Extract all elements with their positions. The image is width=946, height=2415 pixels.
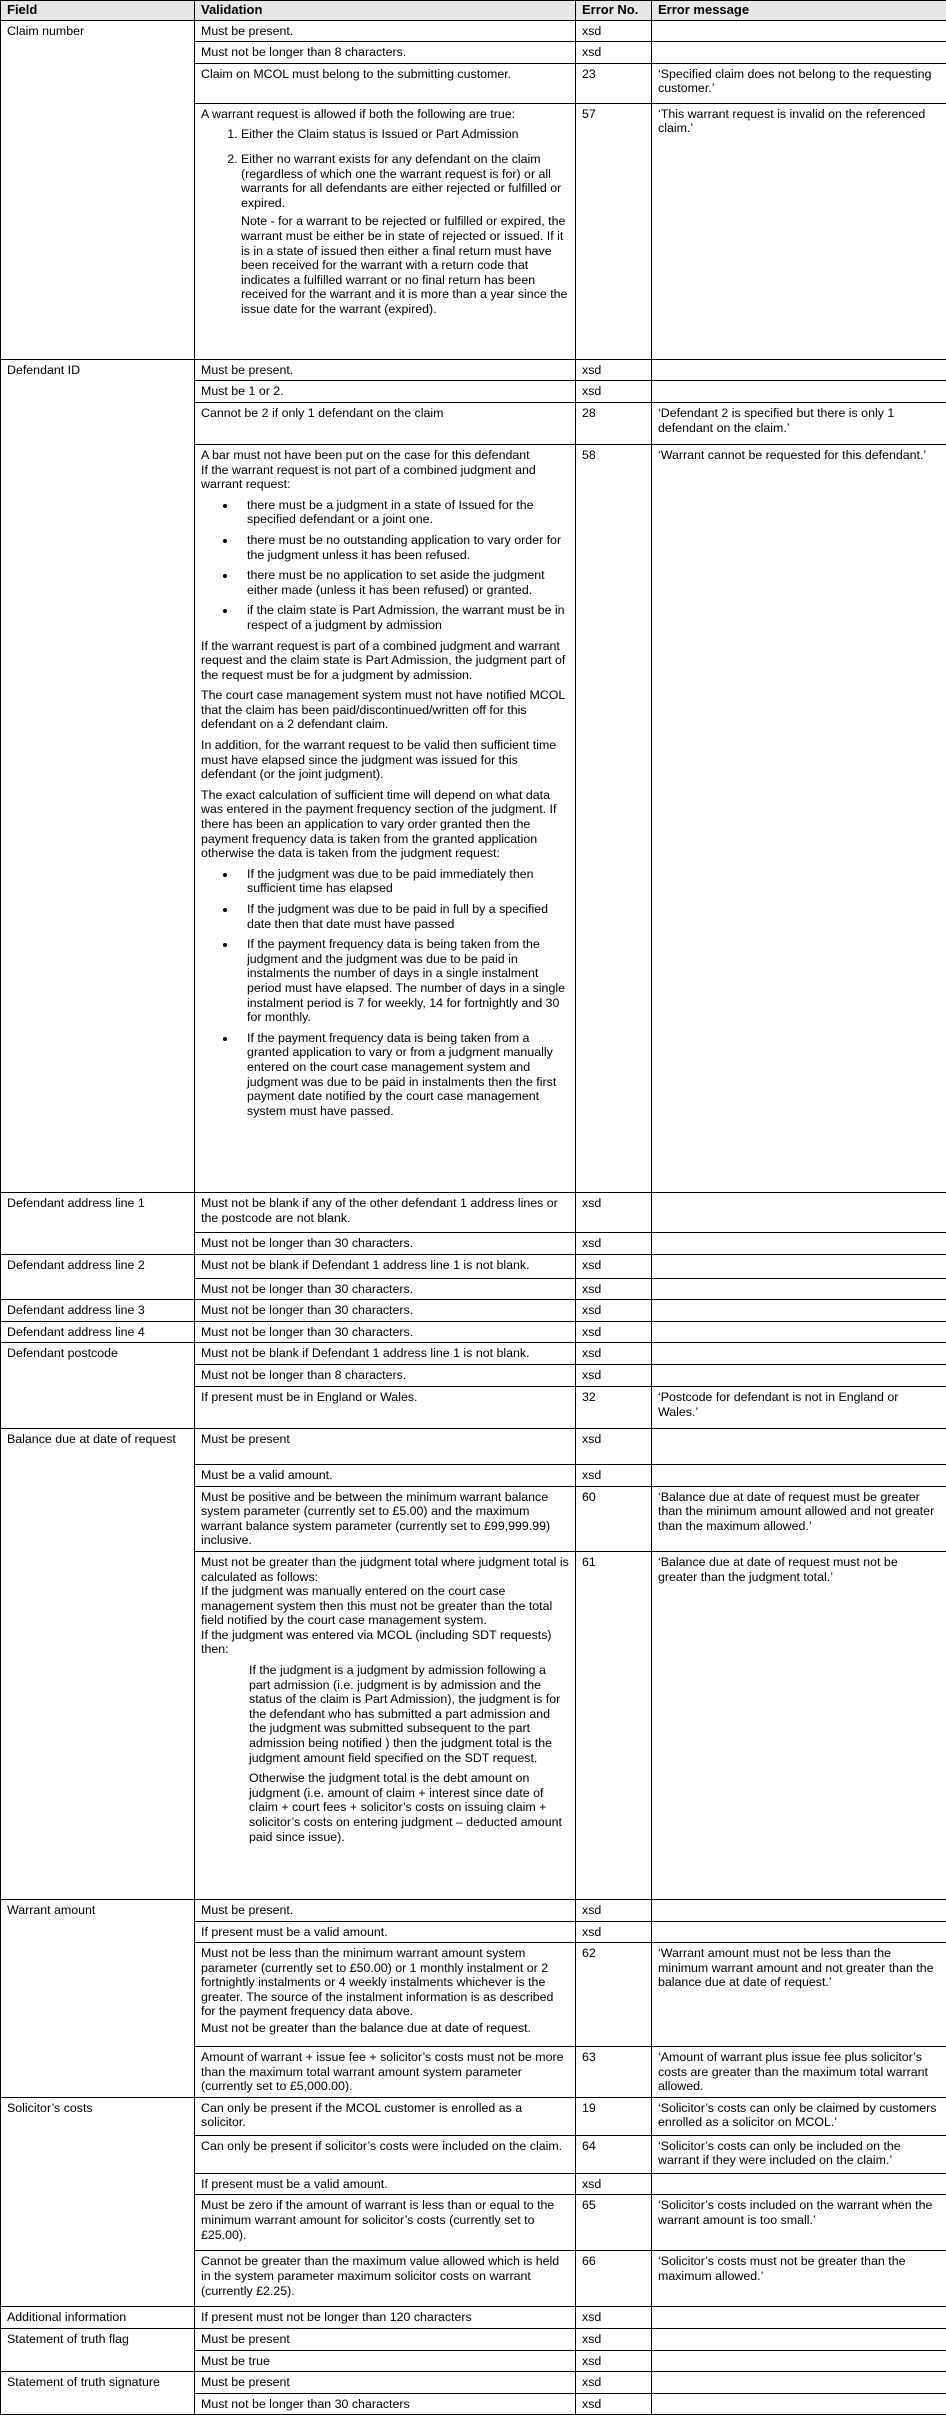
field-defendant-address-line-4: Defendant address line 4 xyxy=(1,1321,195,1343)
error-no-cell: 64 xyxy=(576,2135,652,2173)
error-no-cell: xsd xyxy=(576,2393,652,2415)
validation-cell: Cannot be greater than the maximum value allowed which is held in the system parameter maximum solicitor costs on warrant (currently £2.25). xyxy=(195,2251,576,2307)
error-message-cell xyxy=(652,1921,946,1943)
error-no-cell: xsd xyxy=(576,2350,652,2372)
error-no-cell: xsd xyxy=(576,2173,652,2195)
validation-cell: Can only be present if the MCOL customer is enrolled as a solicitor. xyxy=(195,2097,576,2135)
error-message-cell xyxy=(652,2350,946,2372)
error-message-cell: ‘Amount of warrant plus issue fee plus solicitor’s costs are greater than the maximum total warrant allowed. xyxy=(652,2047,946,2098)
validation-cell: If present must not be longer than 120 characters xyxy=(195,2307,576,2329)
error-no-cell: xsd xyxy=(576,359,652,381)
error-message-cell: ‘Postcode for defendant is not in England or Wales.’ xyxy=(652,1386,946,1428)
error-message-cell: ‘Balance due at date of request must be greater than the minimum amount allowed and not greater than the maximum allowed.’ xyxy=(652,1486,946,1551)
error-message-cell: ‘Solicitor’s costs must not be greater than the maximum allowed.’ xyxy=(652,2251,946,2307)
error-no-cell: xsd xyxy=(576,1428,652,1464)
list-item: • If the payment frequency data is being taken from a granted application to vary or from a judgment manually entered on the court case management system and judgment was due to be paid in instalments then the first payment date notified by the court case management system must have passed. xyxy=(237,1031,569,1119)
validation-cell: Must be zero if the amount of warrant is less than or equal to the minimum warrant amount for solicitor’s costs (currently set to £25.00). xyxy=(195,2195,576,2251)
field-defendant-address-line-1: Defendant address line 1 xyxy=(1,1192,195,1254)
error-message-cell: ‘Defendant 2 is specified but there is only 1 defendant on the claim.’ xyxy=(652,402,946,444)
error-no-cell: 58 xyxy=(576,444,652,1192)
error-no-cell: xsd xyxy=(576,1278,652,1300)
validation-cell: Must not be longer than 30 characters. xyxy=(195,1300,576,1322)
table-row xyxy=(1,1321,946,1343)
validation-text: If the judgment is a judgment by admission following a part admission (i.e. judgment is by admission and the status of the claim is Part Admission), the judgment is for the defendant who has submitted a part admission and the judgment was submitted subsequent to the part admission being notified ) then the judgment total is the judgment amount field specified on the SDT request. xyxy=(201,1663,569,1765)
header-field: Field xyxy=(1,1,195,21)
error-no-cell: 19 xyxy=(576,2097,652,2135)
error-no-cell: 65 xyxy=(576,2195,652,2251)
condition-list xyxy=(201,867,569,1119)
validation-cell: Must be true xyxy=(195,2350,576,2372)
error-no-cell: xsd xyxy=(576,1343,652,1365)
error-message-cell xyxy=(652,2393,946,2415)
table-row xyxy=(1,1899,946,1921)
validation-cell xyxy=(195,1943,576,2047)
validation-cell: Must be positive and be between the minimum warrant balance system parameter (currently set to £5.00) and the maximum warrant balance system parameter (currently set to £99,999.99) inclusive. xyxy=(195,1486,576,1551)
error-no-cell: 60 xyxy=(576,1486,652,1551)
validation-text: Must not be less than the minimum warrant amount system parameter (currently set to £50.00) or 1 monthly instalment or 2 fortnightly instalments or 4 weekly instalments whichever is the greater. The source of the instalment information is as described for the payment frequency data above. xyxy=(201,1946,569,2019)
error-message-cell xyxy=(652,1278,946,1300)
error-no-cell: 57 xyxy=(576,103,652,359)
error-message-cell xyxy=(652,20,946,42)
error-message-cell: ‘Solicitor’s costs included on the warrant when the warrant amount is too small.’ xyxy=(652,2195,946,2251)
error-message-cell: ‘Warrant cannot be requested for this defendant.’ xyxy=(652,444,946,1192)
error-message-cell: ‘Balance due at date of request must not be greater than the judgment total.’ xyxy=(652,1551,946,1899)
validation-cell: If present must be in England or Wales. xyxy=(195,1386,576,1428)
error-message-cell: ‘Warrant amount must not be less than the minimum warrant amount and not greater than the balance due at date of request.’ xyxy=(652,1943,946,2047)
table-row xyxy=(1,1428,946,1464)
validation-cell: Claim on MCOL must belong to the submitting customer. xyxy=(195,63,576,103)
validation-text: Otherwise the judgment total is the debt amount on judgment (i.e. amount of claim + interest since date of claim + court fees + solicitor’s costs on issuing claim + solicitor’s costs on entering judgment – deducted amount paid since issue). xyxy=(201,1771,569,1844)
table-row xyxy=(1,2329,946,2351)
validation-text: A warrant request is allowed if both the following are true: xyxy=(201,107,569,122)
validation-text: Must not be greater than the balance due at date of request. xyxy=(201,2021,569,2036)
validation-cell: Must not be longer than 30 characters. xyxy=(195,1232,576,1254)
validation-cell: Must be present xyxy=(195,1428,576,1464)
table-row xyxy=(1,2307,946,2329)
validation-cell: Must be 1 or 2. xyxy=(195,381,576,403)
validation-cell: Must be a valid amount. xyxy=(195,1464,576,1486)
condition-list xyxy=(201,127,569,210)
error-no-cell: 66 xyxy=(576,2251,652,2307)
validation-text: Must not be greater than the judgment total where judgment total is calculated as follows: xyxy=(201,1555,569,1584)
error-message-cell xyxy=(652,2307,946,2329)
validation-cell: Must be present. xyxy=(195,359,576,381)
validation-cell xyxy=(195,103,576,359)
table-row xyxy=(1,20,946,42)
validation-cell: Must not be longer than 8 characters. xyxy=(195,42,576,64)
error-message-cell xyxy=(652,1464,946,1486)
error-no-cell: 28 xyxy=(576,402,652,444)
validation-text: If the warrant request is part of a combined judgment and warrant request and the claim state is Part Admission, the judgment part of the request must be for a judgment by admission. xyxy=(201,639,569,683)
validation-cell: Must not be longer than 8 characters. xyxy=(195,1365,576,1387)
error-no-cell: xsd xyxy=(576,1192,652,1232)
validation-cell: Cannot be 2 if only 1 defendant on the claim xyxy=(195,402,576,444)
validation-cell: Must be present xyxy=(195,2372,576,2394)
error-no-cell: 23 xyxy=(576,63,652,103)
error-no-cell: xsd xyxy=(576,1321,652,1343)
field-balance-due: Balance due at date of request xyxy=(1,1428,195,1899)
error-no-cell: xsd xyxy=(576,1899,652,1921)
error-no-cell: xsd xyxy=(576,1365,652,1387)
error-no-cell: 62 xyxy=(576,1943,652,2047)
header-row xyxy=(1,1,946,21)
validation-cell: Must not be blank if Defendant 1 address line 1 is not blank. xyxy=(195,1343,576,1365)
table-row xyxy=(1,1254,946,1278)
list-item: • If the payment frequency data is being taken from the judgment and the judgment was due to be paid in instalments the number of days in a single instalment period must have elapsed. The number of days in a single instalment period is 7 for weekly, 14 for fortnightly and 30 for monthly. xyxy=(237,937,569,1025)
table-row xyxy=(1,1300,946,1322)
error-message-cell xyxy=(652,1300,946,1322)
table-row xyxy=(1,1192,946,1232)
validation-cell: Must be present. xyxy=(195,1899,576,1921)
error-message-cell: ‘Solicitor’s costs can only be included on the warrant if they were included on the claim.’ xyxy=(652,2135,946,2173)
error-message-cell xyxy=(652,381,946,403)
error-message-cell xyxy=(652,1254,946,1278)
error-message-cell xyxy=(652,1232,946,1254)
field-defendant-address-line-3: Defendant address line 3 xyxy=(1,1300,195,1322)
error-message-cell: ‘Specified claim does not belong to the requesting customer.’ xyxy=(652,63,946,103)
field-defendant-postcode: Defendant postcode xyxy=(1,1343,195,1429)
error-message-cell xyxy=(652,42,946,64)
list-item: • if the claim state is Part Admission, the warrant must be in respect of a judgment by admission xyxy=(237,603,569,632)
condition-list xyxy=(201,498,569,633)
validation-text: If the judgment was entered via MCOL (including SDT requests) then: xyxy=(201,1628,569,1657)
error-no-cell: xsd xyxy=(576,2307,652,2329)
error-no-cell: xsd xyxy=(576,2372,652,2394)
error-no-cell: xsd xyxy=(576,1921,652,1943)
error-no-cell: xsd xyxy=(576,42,652,64)
validation-cell: If present must be a valid amount. xyxy=(195,1921,576,1943)
list-item: • there must be no outstanding application to vary order for the judgment unless it has been refused. xyxy=(237,533,569,562)
validation-cell: Must be present. xyxy=(195,20,576,42)
error-no-cell: 32 xyxy=(576,1386,652,1428)
field-defendant-id: Defendant ID xyxy=(1,359,195,1192)
error-message-cell xyxy=(652,1365,946,1387)
validation-cell xyxy=(195,444,576,1192)
validation-text: The court case management system must not have notified MCOL that the claim has been paid/discontinued/written off for this defendant on a 2 defendant claim. xyxy=(201,688,569,732)
error-message-cell xyxy=(652,2372,946,2394)
table-row xyxy=(1,359,946,381)
error-message-cell xyxy=(652,1321,946,1343)
field-warrant-amount: Warrant amount xyxy=(1,1899,195,2097)
field-solicitors-costs: Solicitor’s costs xyxy=(1,2097,195,2307)
error-message-cell xyxy=(652,1899,946,1921)
header-error-message: Error message xyxy=(652,1,946,21)
field-defendant-address-line-2: Defendant address line 2 xyxy=(1,1254,195,1300)
error-message-cell xyxy=(652,1192,946,1232)
validation-cell: Must not be blank if Defendant 1 address line 1 is not blank. xyxy=(195,1254,576,1278)
validation-text: The exact calculation of sufficient time will depend on what data was entered in the payment frequency section of the judgment. If there has been an application to vary order granted then the payment frequency data is taken from the granted application otherwise the data is taken from the judgment request: xyxy=(201,788,569,861)
validation-cell: Must be present xyxy=(195,2329,576,2351)
error-message-cell xyxy=(652,1428,946,1464)
error-no-cell: xsd xyxy=(576,1254,652,1278)
field-statement-of-truth-flag: Statement of truth flag xyxy=(1,2329,195,2372)
list-item: • If the judgment was due to be paid immediately then sufficient time has elapsed xyxy=(237,867,569,896)
error-message-cell: ‘Solicitor’s costs can only be claimed by customers enrolled as a solicitor on MCOL.’ xyxy=(652,2097,946,2135)
field-claim-number: Claim number xyxy=(1,20,195,359)
table-row xyxy=(1,1343,946,1365)
validation-cell: Must not be longer than 30 characters. xyxy=(195,1321,576,1343)
header-error-no: Error No. xyxy=(576,1,652,21)
validation-cell: Can only be present if solicitor’s costs were included on the claim. xyxy=(195,2135,576,2173)
list-item: 1. Either the Claim status is Issued or Part Admission xyxy=(241,127,569,142)
validation-cell: Amount of warrant + issue fee + solicitor’s costs must not be more than the maximum total warrant amount system parameter (currently set to £5,000.00). xyxy=(195,2047,576,2098)
validation-cell: Must not be longer than 30 characters xyxy=(195,2393,576,2415)
validation-cell xyxy=(195,1551,576,1899)
error-no-cell: xsd xyxy=(576,1300,652,1322)
validation-cell: If present must be a valid amount. xyxy=(195,2173,576,2195)
validation-cell: Must not be blank if any of the other defendant 1 address lines or the postcode are not blank. xyxy=(195,1192,576,1232)
list-item: 2. Either no warrant exists for any defendant on the claim (regardless of which one the warrant request is for) or all warrants for all defendants are either rejected or fulfilled or expired. xyxy=(241,152,569,210)
error-no-cell: 61 xyxy=(576,1551,652,1899)
error-message-cell: ‘This warrant request is invalid on the referenced claim.’ xyxy=(652,103,946,359)
error-no-cell: xsd xyxy=(576,2329,652,2351)
header-validation: Validation xyxy=(195,1,576,21)
error-no-cell: 63 xyxy=(576,2047,652,2098)
error-message-cell xyxy=(652,2329,946,2351)
field-additional-information: Additional information xyxy=(1,2307,195,2329)
list-item: • there must be a judgment in a state of Issued for the specified defendant or a joint one. xyxy=(237,498,569,527)
error-message-cell xyxy=(652,359,946,381)
error-no-cell: xsd xyxy=(576,20,652,42)
table-row xyxy=(1,2372,946,2394)
list-item: • there must be no application to set aside the judgment either made (unless it has been refused) or granted. xyxy=(237,568,569,597)
error-message-cell xyxy=(652,1343,946,1365)
validation-text: In addition, for the warrant request to be valid then sufficient time must have elapsed since the judgment was issued for this defendant (or the joint judgment). xyxy=(201,738,569,782)
validation-text: If the judgment was manually entered on the court case management system then this must not be greater than the total field notified by the court case management system. xyxy=(201,1584,569,1628)
validation-note: Note - for a warrant to be rejected or fulfilled or expired, the warrant must be either be in state of rejected or issued. If it is in a state of issued then either a final return must have been received for the warrant with a return code that indicates a fulfilled warrant or no final return has been received for the warrant and it is more than a year since the issue date for the warrant (expired). xyxy=(201,214,569,316)
table-row xyxy=(1,2097,946,2135)
validation-text: A bar must not have been put on the case for this defendant xyxy=(201,448,569,463)
error-no-cell: xsd xyxy=(576,1232,652,1254)
validation-cell: Must not be longer than 30 characters. xyxy=(195,1278,576,1300)
list-item: • If the judgment was due to be paid in full by a specified date then that date must have passed xyxy=(237,902,569,931)
validation-text: If the warrant request is not part of a combined judgment and warrant request: xyxy=(201,463,569,492)
error-no-cell: xsd xyxy=(576,381,652,403)
field-statement-of-truth-signature: Statement of truth signature xyxy=(1,2372,195,2415)
error-message-cell xyxy=(652,2173,946,2195)
error-no-cell: xsd xyxy=(576,1464,652,1486)
